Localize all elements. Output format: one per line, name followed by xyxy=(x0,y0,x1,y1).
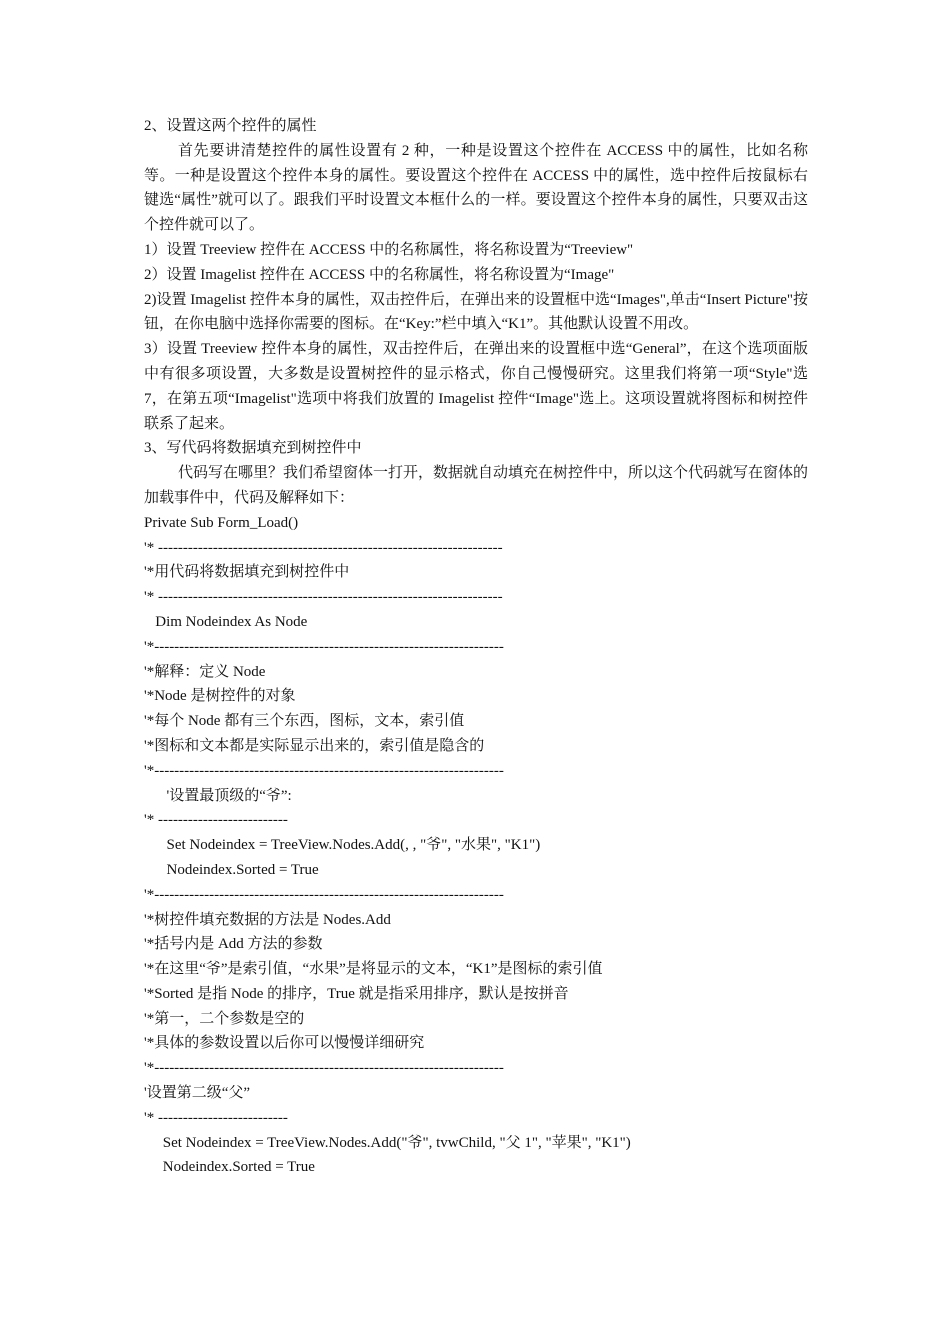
section-3-intro: 代码写在哪里？我们希望窗体一打开，数据就自动填充在树控件中，所以这个代码就写在窗体的加载事件中，代码及解释如下： xyxy=(144,465,809,506)
code-line: '* --------------------------------------------------------------------- xyxy=(144,539,503,556)
section-3-heading: 3、写代码将数据填充到树控件中 xyxy=(144,440,362,457)
code-line: '*用代码将数据填充到树控件中 xyxy=(144,564,350,581)
code-line: '*---------------------------------------------------------------------- xyxy=(144,886,504,903)
code-line: '* -------------------------- xyxy=(144,1109,288,1126)
code-line: '*Node 是树控件的对象 xyxy=(144,688,296,705)
code-line: '*括号内是 Add 方法的参数 xyxy=(144,936,323,953)
code-line: '*具体的参数设置以后你可以慢慢详细研究 xyxy=(144,1035,425,1052)
step-2-text: 2）设置 Imagelist 控件在 ACCESS 中的名称属性，将名称设置为“Image" xyxy=(144,266,615,283)
code-line: Dim Nodeindex As Node xyxy=(144,613,308,630)
section-2-intro: 首先要讲清楚控件的属性设置有 2 种，一种是设置这个控件在 ACCESS 中的属性，比如名称等。一种是设置这个控件本身的属性。要设置这个控件在 ACCESS 中的属性，选中控件后按鼠标右键选“属性”就可以了。跟我们平时设置文本框什么的一样。要设置这个控件本身的属性，只要双击这个控件就可以了。 xyxy=(144,142,808,234)
code-line: '*---------------------------------------------------------------------- xyxy=(144,638,504,655)
code-line: '*每个 Node 都有三个东西，图标，文本，索引值 xyxy=(144,713,465,730)
code-line: '*在这里“爷”是索引值，“水果”是将显示的文本，“K1”是图标的索引值 xyxy=(144,961,603,978)
code-line: '设置第二级“父” xyxy=(144,1085,251,1102)
code-line: '*图标和文本都是实际显示出来的，索引值是隐含的 xyxy=(144,737,485,754)
code-line: '*树控件填充数据的方法是 Nodes.Add xyxy=(144,911,391,928)
code-line: '*---------------------------------------------------------------------- xyxy=(144,762,504,779)
code-line: '*第一，二个参数是空的 xyxy=(144,1010,305,1027)
code-line: '* --------------------------------------------------------------------- xyxy=(144,589,503,606)
code-line: '*Sorted 是指 Node 的排序，True 就是指采用排序，默认是按拼音 xyxy=(144,985,569,1002)
code-line: '*解释：定义 Node xyxy=(144,663,266,680)
code-line: Set Nodeindex = TreeView.Nodes.Add("爷", tvwChild, "父 1", "苹果", "K1") xyxy=(144,1134,631,1151)
step-1-text: 1）设置 Treeview 控件在 ACCESS 中的名称属性，将名称设置为“Treeview" xyxy=(144,241,634,258)
code-line: '*---------------------------------------------------------------------- xyxy=(144,1060,504,1077)
code-line: Nodeindex.Sorted = True xyxy=(144,861,319,878)
document-page xyxy=(144,114,808,1180)
step-2b-text: 2)设置 Imagelist 控件本身的属性，双击控件后，在弹出来的设置框中选“Images",单击“Insert Picture"按钮，在你电脑中选择你需要的图标。在“Key:”栏中填入“K1”。其他默认设置不用改。 xyxy=(144,291,808,333)
code-line: Private Sub Form_Load() xyxy=(144,514,299,531)
code-line: Nodeindex.Sorted = True xyxy=(144,1159,315,1176)
code-line: Set Nodeindex = TreeView.Nodes.Add(, , "爷", "水果", "K1") xyxy=(144,837,541,854)
code-line: '* -------------------------- xyxy=(144,812,288,829)
code-block xyxy=(144,511,808,1181)
section-2-heading: 2、设置这两个控件的属性 xyxy=(144,118,317,134)
step-3-text: 3）设置 Treeview 控件本身的属性，双击控件后，在弹出来的设置框中选“General”，在这个选项面版中有很多项设置，大多数是设置树控件的显示格式，你自己慢慢研究。这里我们将第一项“Style"选 7，在第五项“Imagelist"选项中将我们放置的 Imagelist 控件“Image"选上。这项设置就将图标和树控件联系了起来。 xyxy=(144,341,808,432)
code-line: '设置最顶级的“爷”: xyxy=(144,787,292,804)
